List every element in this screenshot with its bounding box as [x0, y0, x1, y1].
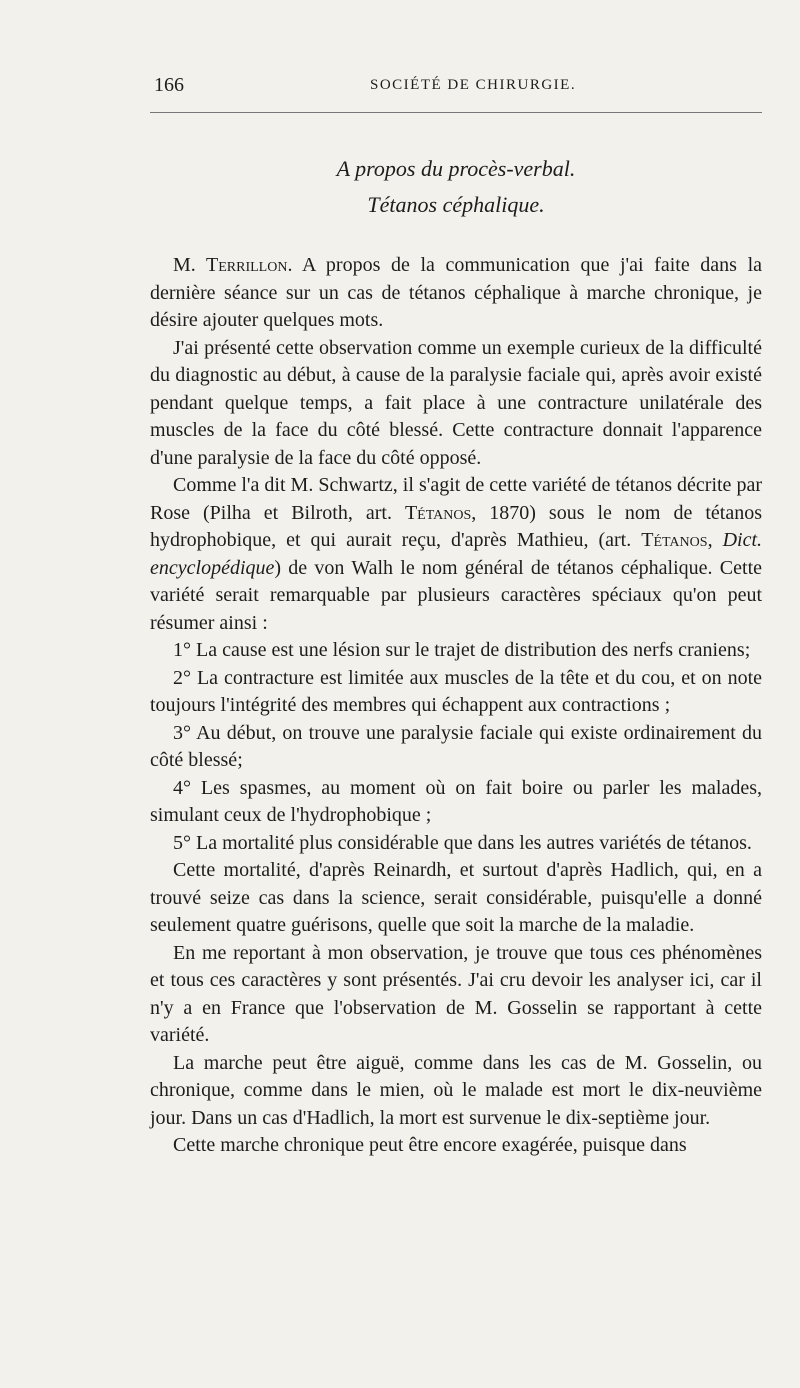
- speaker-name: M. Terrillon.: [173, 254, 293, 276]
- paragraph: Cette mortalité, d'après Reinardh, et surtout d'après Hadlich, qui, en a trouvé seize cas dans la science, serait considérable, puisqu'elle a donné seulement quatre guérisons, quelle que soit la marche de la maladie.: [150, 859, 762, 936]
- paragraph-intro: [150, 252, 762, 335]
- paragraph: En me reportant à mon observation, je trouve que tous ces phénomènes et tous ces caractères y sont présentés. J'ai cru devoir les analyser ici, car il n'y a en France que l'observation de M. Gosselin se rapportant à cette variété.: [150, 941, 762, 1046]
- header-rule: [150, 112, 762, 113]
- paragraph-text: Comme l'a dit M. Schwartz, il s'agit de cette variété de tétanos décrite par Rose (Pilha et Bilroth, art.: [150, 474, 762, 524]
- running-title: SOCIÉTÉ DE CHIRURGIE.: [370, 77, 577, 93]
- list-item: 3° Au début, on trouve une paralysie faciale qui existe ordinairement du côté blessé;: [150, 721, 762, 771]
- paragraph-text: ) de von Walh le nom général de tétanos céphalique. Cette variété serait remarquable par plusieurs caractères spéciaux qu'on peut résumer ainsi :: [150, 556, 762, 634]
- paragraph: Cette marche chronique peut être encore exagérée, puisque dans: [173, 1134, 687, 1156]
- page-number: 166: [154, 74, 184, 96]
- paragraph: J'ai présenté cette observation comme un exemple curieux de la difficulté du diagnostic au début, à cause de la paralysie faciale qui, après avoir existé pendant quelque temps, a fait place à une contracture unilatérale des muscles de la face du côté blessé. Cette contracture donnait l'apparence d'une paralysie de la face du côté opposé.: [150, 336, 762, 469]
- section-title: A propos du procès-verbal.: [336, 156, 576, 181]
- list-item: 2° La contracture est limitée aux muscles de la tête et du cou, et on note toujours l'intégrité des membres qui échappent aux contractions ;: [150, 666, 762, 716]
- paragraph-rose: [150, 472, 762, 637]
- paragraph: La marche peut être aiguë, comme dans les cas de M. Gosselin, ou chronique, comme dans le mien, où le malade est mort le dix-neuvième jour. Dans un cas d'Hadlich, la mort est survenue le dix-septième jour.: [150, 1051, 762, 1129]
- paragraph-text: ,: [707, 529, 723, 551]
- paragraph-text: A propos de la communication que j'ai faite dans la dernière séance sur un cas de tétanos céphalique à marche chronique, je désire ajouter quelques mots.: [150, 254, 763, 331]
- article-reference: Tétanos: [404, 501, 472, 524]
- article-reference: Tétanos: [641, 529, 708, 551]
- dictionary-reference: Dict. encyclopédique: [150, 529, 762, 579]
- list-item: 1° La cause est une lésion sur le trajet de distribution des nerfs craniens;: [173, 639, 751, 661]
- list-item: 5° La mortalité plus considérable que dans les autres variétés de tétanos.: [173, 831, 752, 854]
- section-subtitle: Tétanos céphalique.: [367, 192, 545, 217]
- paragraph-text: , 1870) sous le nom de tétanos hydrophobique, et qui aurait reçu, d'après Mathieu, (art.: [150, 501, 762, 551]
- body-text: [150, 252, 762, 1160]
- list-item: 4° Les spasmes, au moment où on fait boire ou parler les malades, simulant ceux de l'hydrophobique ;: [150, 776, 762, 826]
